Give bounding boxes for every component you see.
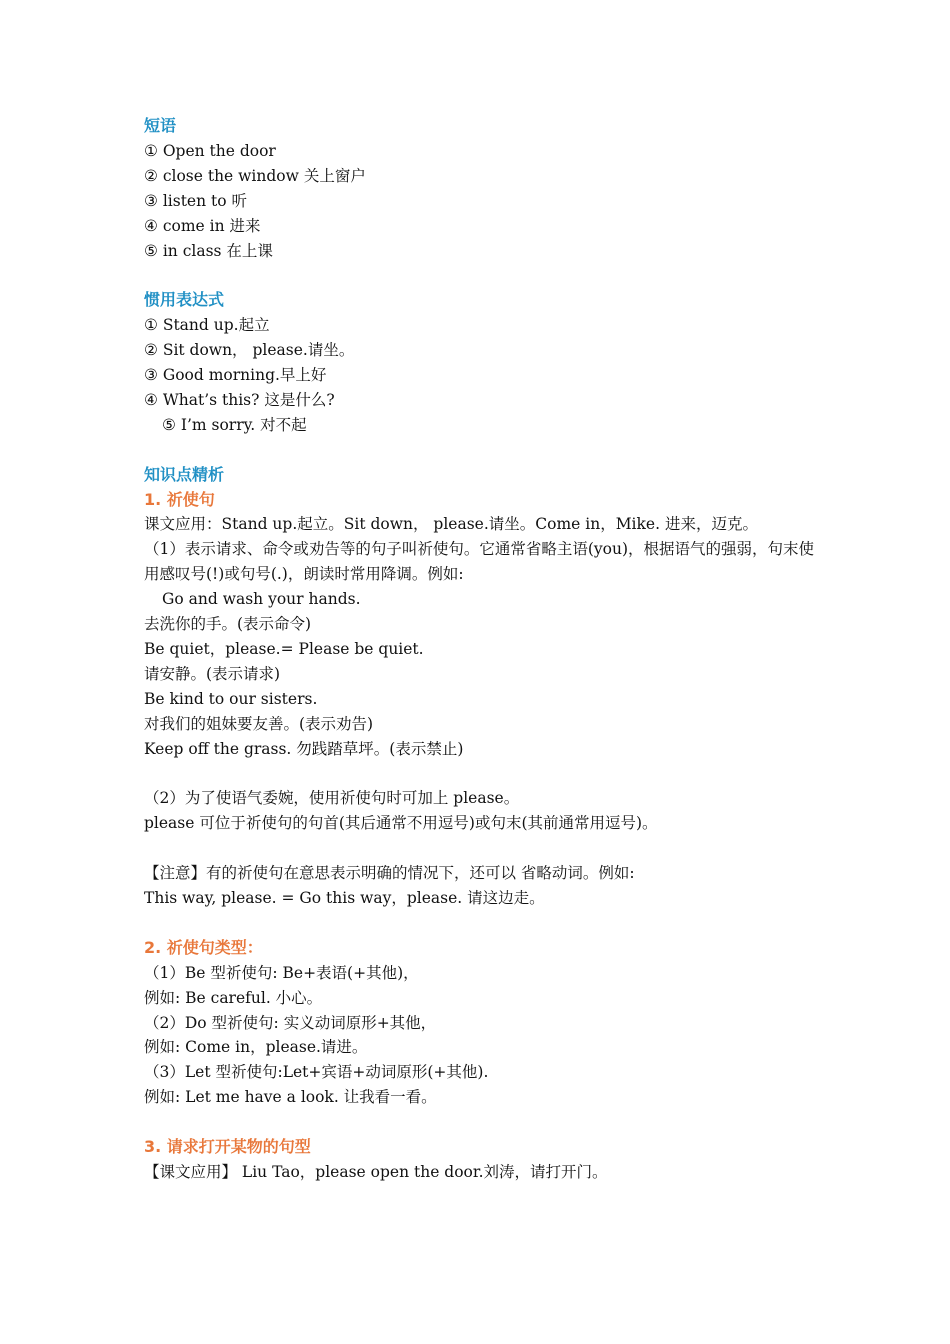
point1-line: （1）表示请求、命令或劝告等的句子叫祈使句。它通常省略主语(you)，根据语气的强弱，句末使用感叹号(!)或句号(.)，朗读时常用降调。例如: xyxy=(144,540,815,584)
point1-para2-line: please 可位于祈使句的句首(其后通常不用逗号)或句末(其前通常用逗号)。 xyxy=(144,814,658,833)
point2-heading: 2. 祈使句类型： xyxy=(144,937,263,957)
point2-line: 例如: Be careful. 小心。 xyxy=(144,988,323,1007)
point1-heading: 1. 祈使句 xyxy=(144,489,215,509)
point2-line: 例如: Come in，please.请进。 xyxy=(144,1038,368,1057)
note-line: 【注意】有的祈使句在意思表示明确的情况下，还可以 省略动词。例如: xyxy=(144,864,635,883)
expression-item: ① Stand up.起立 xyxy=(144,316,270,335)
note-line: This way, please. = Go this way，please. 请这边走。 xyxy=(144,889,545,908)
spacer xyxy=(144,762,824,787)
point3-heading: 3. 请求打开某物的句型 xyxy=(144,1137,311,1157)
phrase-item: ⑤ in class 在上课 xyxy=(144,241,273,260)
expression-item: ② Sit down， please.请坐。 xyxy=(144,341,355,360)
expression-item: ③ Good morning.早上好 xyxy=(144,366,327,385)
knowledge-heading: 知识点精析 xyxy=(144,464,225,484)
spacer xyxy=(144,263,824,288)
point1-line: 去洗你的手。(表示命令) xyxy=(144,615,312,634)
phrase-item: ④ come in 进来 xyxy=(144,216,261,235)
expression-item: ⑤ I’m sorry. 对不起 xyxy=(162,415,307,434)
spacer xyxy=(144,911,824,936)
point3-line: 【课文应用】 Liu Tao，please open the door.刘涛，请打开门。 xyxy=(144,1162,608,1181)
spacer xyxy=(144,836,824,861)
phrases-heading: 短语 xyxy=(144,116,177,135)
point1-example: Keep off the grass. 勿践踏草坪。(表示禁止) xyxy=(144,739,464,758)
spacer xyxy=(144,438,824,463)
point1-para2-line: （2）为了使语气委婉，使用祈使句时可加上 please。 xyxy=(144,789,520,808)
point1-example: Go and wash your hands. xyxy=(162,590,361,609)
point1-example: Be kind to our sisters. xyxy=(144,689,318,708)
point1-line: 课文应用：Stand up.起立。Sit down， please.请坐。Come in，Mike. 进来，迈克。 xyxy=(144,515,758,534)
point2-line: 例如: Let me have a look. 让我看一看。 xyxy=(144,1088,437,1107)
document-page xyxy=(144,114,824,1185)
point1-line: 请安静。(表示请求) xyxy=(144,664,281,683)
expressions-heading: 惯用表达式 xyxy=(144,290,225,310)
point2-line: （3）Let 型祈使句:Let+宾语+动词原形(+其他). xyxy=(144,1063,489,1082)
phrase-item: ③ listen to 听 xyxy=(144,191,247,210)
point2-line: （2）Do 型祈使句: 实义动词原形+其他， xyxy=(144,1013,437,1032)
point1-example: Be quiet，please.= Please be quiet. xyxy=(144,640,424,658)
phrase-item: ② close the window 关上窗户 xyxy=(144,166,366,185)
point1-line: 对我们的姐妹要友善。(表示劝告) xyxy=(144,714,374,733)
point2-line: （1）Be 型祈使句: Be+表语(+其他)， xyxy=(144,963,419,982)
phrase-item: ① Open the door xyxy=(144,141,276,160)
spacer xyxy=(144,1110,824,1135)
expression-item: ④ What’s this? 这是什么? xyxy=(144,390,335,409)
